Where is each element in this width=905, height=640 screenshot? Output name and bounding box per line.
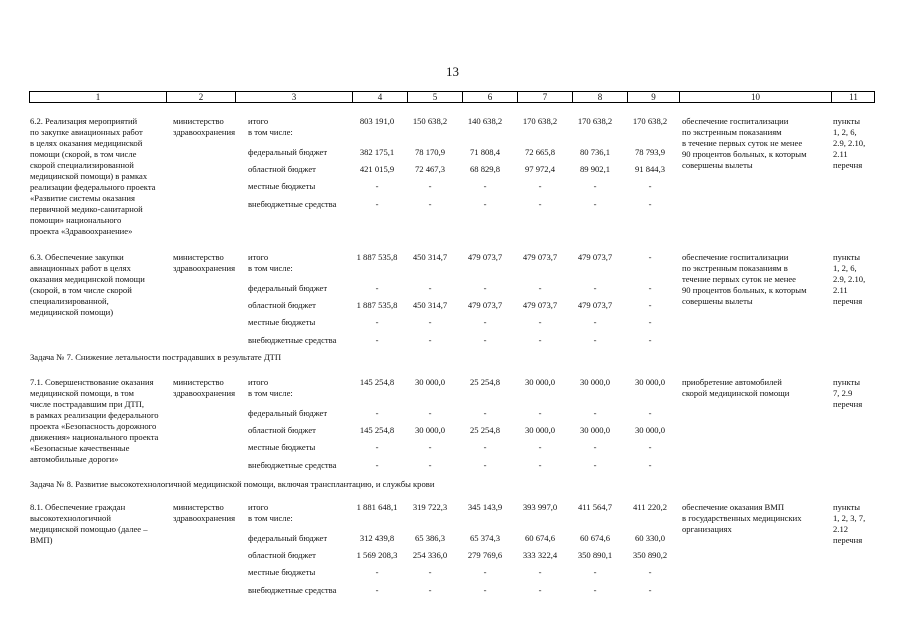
funding-value-cell: - — [375, 460, 379, 470]
header-col-10: 10 — [680, 92, 832, 102]
measure-name-line: первичной медико-санитарной — [30, 204, 143, 214]
funding-value-cell: 60 674,6 — [524, 533, 556, 543]
funding-value-cell: 25 254,8 — [469, 377, 501, 387]
funding-value-cell: - — [428, 199, 432, 209]
funding-value-cell: 30 000,0 — [414, 425, 446, 435]
funding-value-cell: - — [593, 585, 597, 595]
funding-value-cell: 450 314,7 — [412, 300, 448, 310]
funding-value-cell: 78 170,9 — [414, 147, 446, 157]
funding-source-label: областной бюджет — [248, 300, 316, 310]
task-7-heading: Задача № 7. Снижение летальности пострадавших в результате ДТП — [30, 352, 282, 362]
measure-name-line: реализации федерального проекта — [30, 182, 156, 192]
funding-value-cell: - — [483, 408, 487, 418]
funding-value-cell: 170 638,2 — [632, 116, 668, 126]
measure-name-line: числе пострадавшим при ДТП, — [30, 399, 145, 409]
funding-value-cell: 68 829,8 — [469, 164, 501, 174]
funding-value-cell: - — [483, 283, 487, 293]
funding-value-cell: 30 000,0 — [524, 425, 556, 435]
funding-value-cell: 279 769,6 — [467, 550, 503, 560]
measure-name-line: «Безопасные качественные — [30, 443, 130, 453]
funding-value-cell: 1 887 535,8 — [356, 300, 398, 310]
funding-value-cell: 450 314,7 — [412, 252, 448, 262]
funding-value-cell: - — [538, 460, 542, 470]
funding-value-cell: 803 191,0 — [359, 116, 395, 126]
funding-value-cell: - — [428, 181, 432, 191]
funding-value-cell: - — [428, 585, 432, 595]
expected-result-line: совершены вылеты — [682, 296, 753, 306]
funding-value-cell: - — [593, 181, 597, 191]
measure-name-line: медицинской помощи, в том — [30, 388, 134, 398]
funding-value-cell: 25 254,8 — [469, 425, 501, 435]
funding-value-cell: 350 890,2 — [632, 550, 668, 560]
funding-value-cell: - — [375, 442, 379, 452]
funding-value-cell: - — [648, 181, 652, 191]
measure-name-line: специализированной, — [30, 296, 109, 306]
funding-value-cell: 145 254,8 — [359, 425, 395, 435]
funding-value-cell: - — [593, 283, 597, 293]
funding-value-cell: 479 073,7 — [522, 252, 558, 262]
expected-result-line: в течение первых суток не менее — [682, 138, 803, 148]
measure-name-line: медицинской помощью (далее – — [30, 524, 148, 534]
expected-result-line: обеспечение госпитализации — [682, 252, 789, 262]
funding-total-label: в том числе: — [248, 127, 293, 137]
expected-result-line: скорой медицинской помощи — [682, 388, 790, 398]
measure-name-line: 8.1. Обеспечение граждан — [30, 502, 126, 512]
measure-name-line: скорой специализированной — [30, 160, 134, 170]
list-points-line: пункты — [833, 377, 861, 387]
funding-total-label: итого — [248, 502, 269, 512]
funding-value-cell: 1 881 648,1 — [356, 502, 398, 512]
funding-value-cell: - — [648, 300, 652, 310]
funding-value-cell: 30 000,0 — [634, 377, 666, 387]
funding-value-cell: 479 073,7 — [522, 300, 558, 310]
funding-value-cell: - — [538, 442, 542, 452]
executor-label: здравоохранения — [173, 513, 236, 523]
header-col-2: 2 — [167, 92, 236, 102]
measure-name-line: проекта «Безопасность дорожного — [30, 421, 157, 431]
funding-source-label: федеральный бюджет — [248, 147, 328, 157]
funding-value-cell: 170 638,2 — [577, 116, 613, 126]
funding-value-cell: 411 220,2 — [632, 502, 668, 512]
measure-name-line: движения» национального проекта — [30, 432, 159, 442]
measure-name-line: «Развитие системы оказания — [30, 193, 135, 203]
measure-name-line: автомобильные дороги» — [30, 454, 119, 464]
funding-source-label: областной бюджет — [248, 425, 316, 435]
funding-value-cell: 30 000,0 — [524, 377, 556, 387]
funding-value-cell: - — [593, 567, 597, 577]
funding-source-label: внебюджетные средства — [248, 199, 337, 209]
expected-result-line: по экстренным показаниям — [682, 127, 782, 137]
funding-value-cell: 30 000,0 — [634, 425, 666, 435]
funding-value-cell: - — [375, 567, 379, 577]
list-points-line: 2.12 — [833, 524, 849, 534]
funding-value-cell: - — [648, 317, 652, 327]
funding-value-cell: - — [538, 408, 542, 418]
measure-name-line: медицинской помощи) — [30, 307, 114, 317]
funding-value-cell: - — [593, 408, 597, 418]
funding-value-cell: - — [483, 585, 487, 595]
funding-value-cell: - — [538, 317, 542, 327]
funding-total-label: итого — [248, 377, 269, 387]
funding-value-cell: 170 638,2 — [522, 116, 558, 126]
executor-label: министерство — [173, 116, 224, 126]
list-points-line: 1, 2, 6, — [833, 263, 857, 273]
header-col-5: 5 — [408, 92, 463, 102]
header-col-11: 11 — [849, 92, 858, 102]
funding-value-cell: 479 073,7 — [467, 252, 503, 262]
funding-value-cell: 1 887 535,8 — [356, 252, 398, 262]
funding-value-cell: - — [483, 317, 487, 327]
funding-value-cell: - — [593, 442, 597, 452]
measure-name-line: высокотехнологичной — [30, 513, 111, 523]
measure-name-line: 7.1. Совершенствование оказания — [30, 377, 154, 387]
expected-result-line: обеспечение госпитализации — [682, 116, 789, 126]
list-points-line: перечня — [833, 296, 863, 306]
funding-source-label: федеральный бюджет — [248, 533, 328, 543]
funding-value-cell: - — [593, 199, 597, 209]
expected-result-line: совершены вылеты — [682, 160, 753, 170]
funding-value-cell: 60 674,6 — [579, 533, 611, 543]
funding-value-cell: - — [428, 442, 432, 452]
measure-name-line: в рамках реализации федерального — [30, 410, 159, 420]
list-points-line: перечня — [833, 399, 863, 409]
funding-value-cell: 97 972,4 — [524, 164, 556, 174]
funding-value-cell: - — [648, 199, 652, 209]
funding-value-cell: - — [483, 442, 487, 452]
measure-name-line: 6.2. Реализация мероприятий — [30, 116, 138, 126]
funding-value-cell: - — [648, 585, 652, 595]
funding-total-label: в том числе: — [248, 513, 293, 523]
list-points-line: перечня — [833, 160, 863, 170]
funding-source-label: областной бюджет — [248, 550, 316, 560]
funding-value-cell: - — [375, 283, 379, 293]
funding-value-cell: - — [375, 408, 379, 418]
funding-value-cell: - — [483, 335, 487, 345]
measure-name-line: авиационных работ в целях — [30, 263, 131, 273]
funding-value-cell: 254 336,0 — [412, 550, 448, 560]
measure-name-line: ВМП) — [30, 535, 53, 545]
funding-value-cell: - — [648, 567, 652, 577]
list-points-line: перечня — [833, 535, 863, 545]
funding-source-label: местные бюджеты — [248, 181, 316, 191]
funding-value-cell: - — [375, 181, 379, 191]
funding-value-cell: - — [538, 181, 542, 191]
expected-result-line: по экстренным показаниям в — [682, 263, 788, 273]
expected-result-line: течение первых суток не менее — [682, 274, 796, 284]
measure-name-line: медицинской помощи) в рамках — [30, 171, 148, 181]
funding-value-cell: 319 722,3 — [412, 502, 448, 512]
measure-name-line: помощи» национального — [30, 215, 122, 225]
funding-value-cell: 479 073,7 — [577, 300, 613, 310]
funding-value-cell: - — [593, 317, 597, 327]
task-8-heading: Задача № 8. Развитие высокотехнологичной медицинской помощи, включая трансплантацию, и службы крови — [30, 479, 435, 489]
funding-value-cell: - — [593, 335, 597, 345]
funding-value-cell: - — [375, 335, 379, 345]
funding-source-label: местные бюджеты — [248, 442, 316, 452]
measure-name-line: по закупке авиационных работ — [30, 127, 143, 137]
expected-result-line: приобретение автомобилей — [682, 377, 782, 387]
funding-total-label: итого — [248, 116, 269, 126]
funding-source-label: местные бюджеты — [248, 567, 316, 577]
header-col-1: 1 — [30, 92, 167, 102]
funding-value-cell: - — [483, 181, 487, 191]
funding-value-cell: - — [375, 317, 379, 327]
funding-value-cell: - — [648, 283, 652, 293]
list-points-line: 2.11 — [833, 149, 848, 159]
funding-value-cell: - — [648, 408, 652, 418]
measure-name-line: (скорой, в том числе скорой — [30, 285, 132, 295]
measure-name-line: проекта «Здравоохранение» — [30, 226, 133, 236]
funding-total-label: в том числе: — [248, 263, 293, 273]
expected-result-line: 90 процентов больных, к которым — [682, 149, 807, 159]
funding-value-cell: 65 374,3 — [469, 533, 501, 543]
funding-value-cell: - — [593, 460, 597, 470]
expected-result-line: в государственных медицинских — [682, 513, 802, 523]
expected-result-line: организациях — [682, 524, 732, 534]
measure-name-line: 6.3. Обеспечение закупки — [30, 252, 124, 262]
funding-value-cell: - — [375, 199, 379, 209]
funding-value-cell: - — [375, 585, 379, 595]
funding-value-cell: 479 073,7 — [467, 300, 503, 310]
funding-value-cell: 60 330,0 — [634, 533, 666, 543]
funding-value-cell: 150 638,2 — [412, 116, 448, 126]
funding-value-cell: 80 736,1 — [579, 147, 611, 157]
table-header — [29, 91, 875, 103]
list-points-line: 2.9, 2.10, — [833, 138, 866, 148]
funding-value-cell: 78 793,9 — [634, 147, 666, 157]
funding-value-cell: - — [648, 252, 652, 262]
expected-result-line: 90 процентов больных, к которым — [682, 285, 807, 295]
executor-label: здравоохранения — [173, 127, 236, 137]
funding-source-label: федеральный бюджет — [248, 283, 328, 293]
funding-source-label: местные бюджеты — [248, 317, 316, 327]
header-col-9: 9 — [628, 92, 680, 102]
expected-result-line: обеспечение оказания ВМП — [682, 502, 785, 512]
measure-name-line: оказания медицинской помощи — [30, 274, 145, 284]
list-points-line: пункты — [833, 502, 861, 512]
executor-label: здравоохранения — [173, 388, 236, 398]
funding-value-cell: - — [538, 585, 542, 595]
funding-source-label: внебюджетные средства — [248, 335, 337, 345]
header-col-8: 8 — [573, 92, 628, 102]
funding-value-cell: 345 143,9 — [467, 502, 503, 512]
funding-value-cell: 72 467,3 — [414, 164, 446, 174]
executor-label: здравоохранения — [173, 263, 236, 273]
header-col-3: 3 — [236, 92, 353, 102]
funding-value-cell: - — [483, 567, 487, 577]
funding-value-cell: - — [428, 408, 432, 418]
funding-source-label: областной бюджет — [248, 164, 316, 174]
funding-value-cell: - — [538, 335, 542, 345]
funding-value-cell: 411 564,7 — [577, 502, 613, 512]
funding-source-label: внебюджетные средства — [248, 585, 337, 595]
list-points-line: пункты — [833, 116, 861, 126]
funding-value-cell: - — [648, 460, 652, 470]
funding-value-cell: - — [483, 460, 487, 470]
funding-value-cell: - — [428, 567, 432, 577]
list-points-line: 1, 2, 3, 7, — [833, 513, 866, 523]
funding-total-label: итого — [248, 252, 269, 262]
executor-label: министерство — [173, 502, 224, 512]
funding-value-cell: 312 439,8 — [359, 533, 395, 543]
header-col-7: 7 — [518, 92, 573, 102]
header-col-6: 6 — [463, 92, 518, 102]
funding-value-cell: 71 808,4 — [469, 147, 501, 157]
funding-value-cell: 350 890,1 — [577, 550, 613, 560]
funding-source-label: внебюджетные средства — [248, 460, 337, 470]
funding-value-cell: - — [483, 199, 487, 209]
funding-value-cell: 145 254,8 — [359, 377, 395, 387]
funding-value-cell: - — [648, 335, 652, 345]
list-points-line: пункты — [833, 252, 861, 262]
measure-name-line: в целях оказания медицинской — [30, 138, 143, 148]
funding-value-cell: 393 997,0 — [522, 502, 558, 512]
list-points-line: 7, 2.9 — [833, 388, 853, 398]
funding-value-cell: - — [538, 199, 542, 209]
funding-value-cell: 65 386,3 — [414, 533, 446, 543]
funding-source-label: федеральный бюджет — [248, 408, 328, 418]
funding-value-cell: 421 015,9 — [359, 164, 395, 174]
funding-value-cell: 140 638,2 — [467, 116, 503, 126]
funding-value-cell: - — [428, 460, 432, 470]
funding-value-cell: 382 175,1 — [359, 147, 395, 157]
measure-name-line: помощи (скорой, в том числе — [30, 149, 137, 159]
funding-value-cell: 333 322,4 — [522, 550, 558, 560]
funding-value-cell: - — [538, 283, 542, 293]
funding-value-cell: 72 665,8 — [524, 147, 556, 157]
executor-label: министерство — [173, 252, 224, 262]
funding-total-label: в том числе: — [248, 388, 293, 398]
funding-value-cell: 91 844,3 — [634, 164, 666, 174]
list-points-line: 1, 2, 6, — [833, 127, 857, 137]
funding-value-cell: 30 000,0 — [414, 377, 446, 387]
funding-value-cell: - — [428, 335, 432, 345]
funding-value-cell: - — [538, 567, 542, 577]
executor-label: министерство — [173, 377, 224, 387]
funding-value-cell: - — [428, 317, 432, 327]
funding-value-cell: 1 569 208,3 — [356, 550, 398, 560]
funding-value-cell: - — [428, 283, 432, 293]
funding-value-cell: 479 073,7 — [577, 252, 613, 262]
list-points-line: 2.11 — [833, 285, 848, 295]
funding-value-cell: 89 902,1 — [579, 164, 611, 174]
funding-value-cell: 30 000,0 — [579, 377, 611, 387]
page-number: 13 — [446, 64, 459, 79]
funding-value-cell: 30 000,0 — [579, 425, 611, 435]
funding-value-cell: - — [648, 442, 652, 452]
list-points-line: 2.9, 2.10, — [833, 274, 866, 284]
header-col-4: 4 — [353, 92, 408, 102]
